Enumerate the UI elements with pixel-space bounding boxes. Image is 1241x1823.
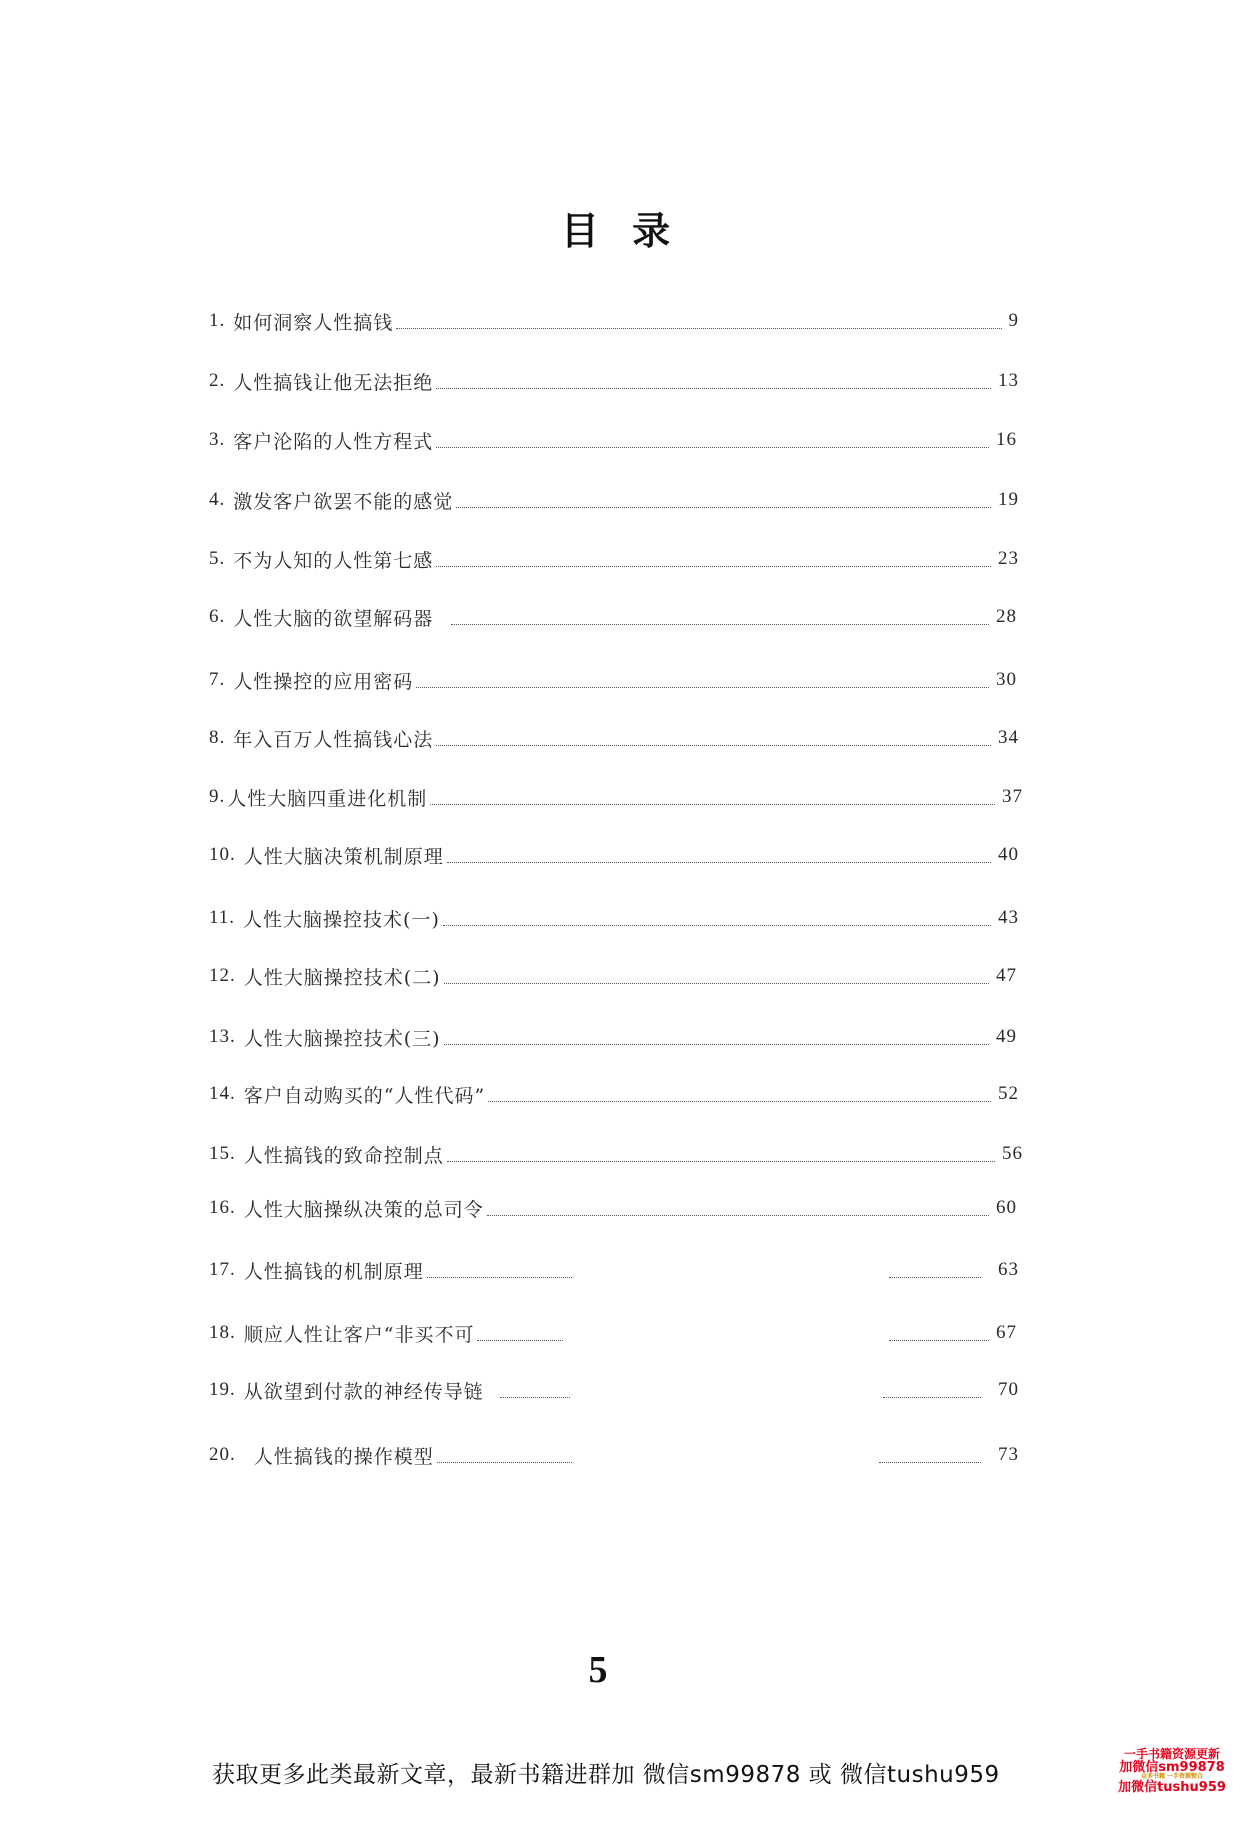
toc-entry-number: 8. [209, 727, 226, 748]
toc-entry-number: 11. [209, 907, 236, 928]
toc-entry-number: 7. [209, 669, 226, 690]
toc-entry-title: 从欲望到付款的神经传导链 [243, 1380, 484, 1403]
toc-entry-title: 人性大脑操纵决策的总司令 [243, 1198, 484, 1221]
dot-leader [396, 327, 1001, 329]
toc-entry[interactable] [209, 1375, 1019, 1405]
toc-entry-number: 12. [209, 965, 236, 986]
toc-entry-number: 5. [209, 548, 226, 569]
toc-entry[interactable] [209, 665, 1017, 695]
dot-leader [477, 1339, 563, 1341]
toc-entry-title: 人性搞钱的致命控制点 [243, 1144, 444, 1167]
dot-leader [456, 506, 991, 508]
toc-entry-page: 52 [998, 1083, 1019, 1104]
toc-entry[interactable] [209, 1022, 1017, 1052]
toc-entry-page: 19 [998, 489, 1019, 510]
toc-entry[interactable] [209, 1079, 1019, 1109]
toc-entry-page: 30 [996, 669, 1017, 690]
toc-entry-number: 16. [209, 1197, 236, 1218]
toc-entry-page: 16 [996, 429, 1017, 450]
dot-leader [879, 1461, 981, 1463]
dot-leader [889, 1276, 981, 1278]
toc-entry-title: 激发客户欲罢不能的感觉 [233, 490, 454, 513]
dot-leader [430, 803, 995, 805]
toc-entry[interactable] [209, 1139, 1023, 1169]
toc-entry-number: 14. [209, 1083, 236, 1104]
toc-entry[interactable] [209, 961, 1017, 991]
watermark-line: 加微信sm99878 [1119, 1759, 1225, 1775]
toc-entry-title: 人性搞钱让他无法拒绝 [233, 371, 434, 394]
toc-entry[interactable] [209, 1440, 1019, 1470]
dot-leader [444, 982, 989, 984]
dot-leader [488, 1100, 991, 1102]
toc-entry-title: 客户自动购买的“人性代码” [243, 1084, 486, 1107]
toc-entry[interactable] [209, 485, 1019, 515]
toc-entry-page: 37 [1002, 786, 1023, 807]
toc-entry-page: 73 [998, 1444, 1019, 1465]
toc-entry[interactable] [209, 840, 1019, 870]
toc-entry[interactable] [209, 425, 1017, 455]
toc-entry-title: 人性大脑的欲望解码器 [233, 607, 434, 630]
dot-leader [487, 1214, 989, 1216]
toc-entry-title: 人性搞钱的机制原理 [243, 1260, 424, 1283]
toc-entry-page: 43 [998, 907, 1019, 928]
toc-entry-page: 60 [996, 1197, 1017, 1218]
toc-entry-number: 6. [209, 606, 226, 627]
watermark-logo [1108, 1748, 1236, 1794]
toc-entry-number: 3. [209, 429, 226, 450]
toc-entry-page: 56 [1002, 1143, 1023, 1164]
toc-entry-title: 人性大脑决策机制原理 [243, 845, 444, 868]
toc-entry-page: 23 [998, 548, 1019, 569]
toc-entry-number: 19. [209, 1379, 236, 1400]
watermark-line: 加微信tushu959 [1118, 1779, 1226, 1795]
toc-entry-title: 客户沦陷的人性方程式 [233, 430, 434, 453]
watermark-line: 一手书籍资源更新 [1123, 1747, 1220, 1761]
toc-entry-page: 9 [1008, 310, 1019, 331]
toc-entry-title: 人性大脑操控技术(一) [243, 908, 440, 931]
toc-entry-title: 如何洞察人性搞钱 [233, 311, 394, 334]
toc-entry-page: 28 [996, 606, 1017, 627]
toc-entry-page: 67 [996, 1322, 1017, 1343]
footer-promo-text: 获取更多此类最新文章，最新书籍进群加 微信sm99878 或 微信tushu959 [212, 1762, 1000, 1788]
dot-leader [447, 1160, 995, 1162]
dot-leader [427, 1276, 572, 1278]
toc-entry-title: 人性大脑四重进化机制 [227, 787, 428, 810]
toc-entry[interactable] [209, 544, 1019, 574]
dot-leader [447, 861, 991, 863]
page-title: 目 录 [560, 208, 681, 253]
toc-entry[interactable] [209, 1193, 1017, 1223]
dot-leader [500, 1396, 570, 1398]
dot-leader [436, 565, 991, 567]
dot-leader [436, 446, 989, 448]
toc-entry[interactable] [209, 1318, 1017, 1348]
toc-entry-page: 49 [996, 1026, 1017, 1047]
toc-entry-page: 34 [998, 727, 1019, 748]
toc-entry-number: 2. [209, 370, 226, 391]
toc-entry-page: 63 [998, 1259, 1019, 1280]
dot-leader [443, 924, 991, 926]
toc-entry-number: 4. [209, 489, 226, 510]
toc-entry-number: 18. [209, 1322, 236, 1343]
toc-entry-number: 9. [209, 786, 226, 807]
page-number: 5 [588, 1649, 608, 1691]
toc-entry[interactable] [209, 602, 1017, 632]
toc-entry-number: 1. [209, 310, 226, 331]
toc-entry[interactable] [209, 723, 1019, 753]
toc-entry-title: 人性搞钱的操作模型 [253, 1445, 434, 1468]
toc-entry[interactable] [209, 306, 1019, 336]
dot-leader [444, 1043, 989, 1045]
toc-entry-title: 人性大脑操控技术(二) [243, 966, 441, 989]
dot-leader [416, 686, 989, 688]
toc-entry-number: 17. [209, 1259, 236, 1280]
toc-entry-page: 47 [996, 965, 1017, 986]
toc-entry-title: 年入百万人性搞钱心法 [233, 728, 434, 751]
toc-entry-number: 20. [209, 1444, 236, 1465]
toc-entry-page: 13 [998, 370, 1019, 391]
dot-leader [436, 744, 991, 746]
toc-entry-title: 顺应人性让客户“非买不可 [243, 1323, 475, 1346]
toc-entry-number: 10. [209, 844, 236, 865]
dot-leader [883, 1396, 981, 1398]
dot-leader [451, 623, 989, 625]
toc-entry-title: 人性操控的应用密码 [233, 670, 414, 693]
toc-entry[interactable] [209, 782, 1023, 812]
toc-entry[interactable] [209, 366, 1019, 396]
toc-entry[interactable] [209, 903, 1019, 933]
toc-entry-number: 13. [209, 1026, 236, 1047]
dot-leader [889, 1339, 989, 1341]
dot-leader [436, 387, 991, 389]
toc-entry-title: 不为人知的人性第七感 [233, 549, 434, 572]
toc-entry-page: 70 [998, 1379, 1019, 1400]
toc-entry[interactable] [209, 1255, 1019, 1285]
dot-leader [437, 1461, 572, 1463]
toc-entry-number: 15. [209, 1143, 236, 1164]
toc-entry-page: 40 [998, 844, 1019, 865]
watermark-line: 众多书籍 一手资源整合 [1140, 1773, 1204, 1781]
toc-entry-title: 人性大脑操控技术(三) [243, 1027, 441, 1050]
